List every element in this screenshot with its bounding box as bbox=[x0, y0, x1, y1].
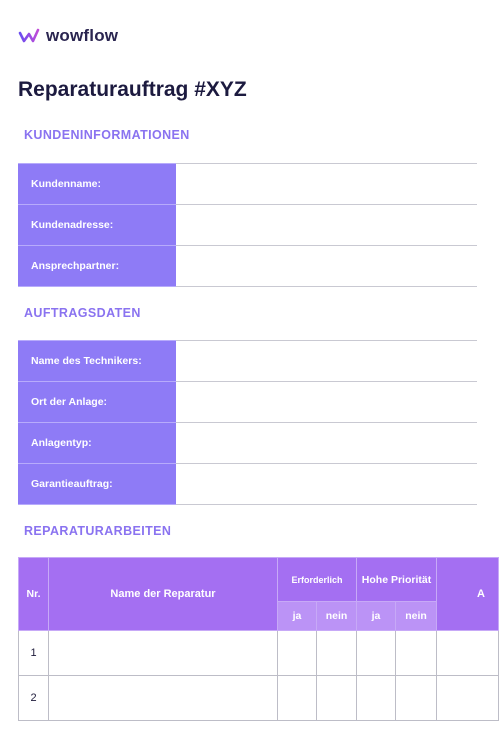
col-header-prioritaet: Hohe Priorität bbox=[357, 558, 437, 602]
cell-erforderlich-nein[interactable] bbox=[317, 631, 357, 676]
cell-last[interactable] bbox=[437, 631, 499, 676]
auftrag-table bbox=[18, 340, 477, 505]
field-value-kundenadresse[interactable] bbox=[176, 205, 477, 246]
reparatur-table bbox=[18, 557, 499, 721]
col-header-last: A bbox=[437, 558, 499, 631]
field-label: Anlagentyp: bbox=[18, 423, 176, 464]
page-title: Reparaturauftrag #XYZ bbox=[18, 78, 247, 101]
brand-logo bbox=[18, 26, 118, 46]
brand-name: wowflow bbox=[46, 26, 119, 45]
kunden-row bbox=[18, 164, 477, 205]
field-label: Kundenadresse: bbox=[18, 205, 176, 246]
field-value-anlagentyp[interactable] bbox=[176, 423, 477, 464]
field-value-techniker[interactable] bbox=[176, 341, 477, 382]
section-heading-auftrag: AUFTRAGSDATEN bbox=[24, 306, 141, 320]
row-number: 1 bbox=[19, 631, 49, 676]
auftrag-row bbox=[18, 464, 477, 505]
field-value-ort[interactable] bbox=[176, 382, 477, 423]
cell-prioritaet-ja[interactable] bbox=[357, 631, 396, 676]
wowflow-logo-icon bbox=[18, 28, 40, 44]
field-label: Kundenname: bbox=[18, 164, 176, 205]
col-header-nr: Nr. bbox=[19, 558, 49, 631]
cell-reparatur-name[interactable] bbox=[49, 676, 278, 721]
table-row bbox=[19, 631, 499, 676]
cell-prioritaet-ja[interactable] bbox=[357, 676, 396, 721]
col-header-name: Name der Reparatur bbox=[49, 558, 278, 631]
kunden-table bbox=[18, 163, 477, 287]
cell-erforderlich-nein[interactable] bbox=[317, 676, 357, 721]
field-value-garantie[interactable] bbox=[176, 464, 477, 505]
field-value-kundenname[interactable] bbox=[176, 164, 477, 205]
subheader-prioritaet-nein: nein bbox=[396, 602, 437, 631]
table-row bbox=[19, 676, 499, 721]
col-header-erforderlich: Erforderlich bbox=[278, 558, 357, 602]
auftrag-row bbox=[18, 423, 477, 464]
cell-erforderlich-ja[interactable] bbox=[278, 631, 317, 676]
row-number: 2 bbox=[19, 676, 49, 721]
auftrag-row bbox=[18, 382, 477, 423]
field-label: Name des Technikers: bbox=[18, 341, 176, 382]
section-heading-reparatur: REPARATURARBEITEN bbox=[24, 524, 172, 538]
cell-prioritaet-nein[interactable] bbox=[396, 676, 437, 721]
field-label: Garantieauftrag: bbox=[18, 464, 176, 505]
cell-prioritaet-nein[interactable] bbox=[396, 631, 437, 676]
section-heading-kunden: KUNDENINFORMATIONEN bbox=[24, 128, 190, 142]
cell-reparatur-name[interactable] bbox=[49, 631, 278, 676]
field-label: Ansprechpartner: bbox=[18, 246, 176, 287]
cell-erforderlich-ja[interactable] bbox=[278, 676, 317, 721]
subheader-erforderlich-ja: ja bbox=[278, 602, 317, 631]
subheader-prioritaet-ja: ja bbox=[357, 602, 396, 631]
auftrag-row bbox=[18, 341, 477, 382]
cell-last[interactable] bbox=[437, 676, 499, 721]
kunden-row bbox=[18, 246, 477, 287]
kunden-row bbox=[18, 205, 477, 246]
subheader-erforderlich-nein: nein bbox=[317, 602, 357, 631]
field-label: Ort der Anlage: bbox=[18, 382, 176, 423]
field-value-ansprechpartner[interactable] bbox=[176, 246, 477, 287]
